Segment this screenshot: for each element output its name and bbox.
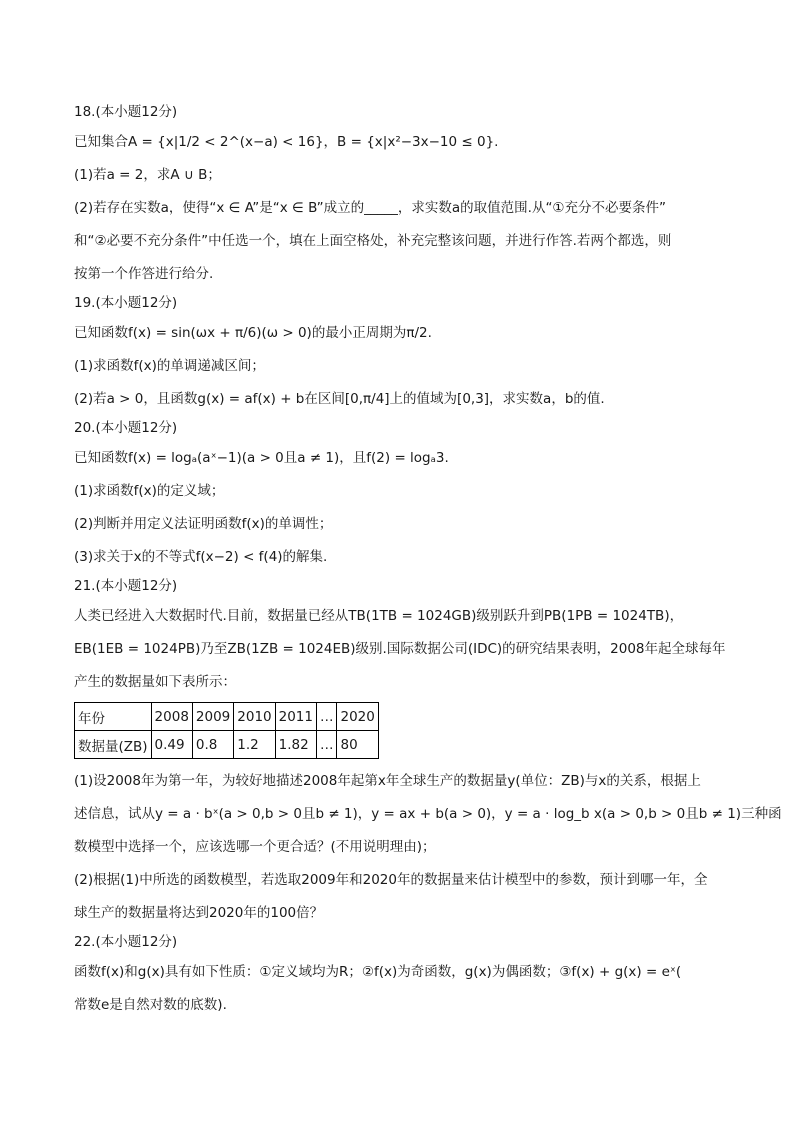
question-21-part-1-cont: 述信息，试从y = a · bˣ(a > 0,b > 0且b ≠ 1)，y = ax + b(a > 0)，y = a · log_b x(a > 0,b > 0且b ≠ 1)三种函 xyxy=(74,806,782,822)
table-cell: 80 xyxy=(337,731,378,759)
question-21-line-1: 人类已经进入大数据时代.目前，数据量已经从TB(1TB = 1024GB)级别跃升到PB(1PB = 1024TB)， xyxy=(74,608,684,624)
question-18-part-2: (2)若存在实数a，使得“x ∈ A”是“x ∈ B”成立的_____，求实数a的取值范围.从“①充分不必要条件” xyxy=(74,200,667,216)
question-21 xyxy=(74,577,782,922)
question-19-heading: 19.(本小题12分) xyxy=(74,295,178,311)
question-18-part-1: (1)若a = 2，求A ∪ B； xyxy=(74,167,221,183)
question-21-line-2: EB(1EB = 1024PB)乃至ZB(1ZB = 1024EB)级别.国际数据公司(IDC)的研究结果表明，2008年起全球每年 xyxy=(74,641,726,657)
question-20-heading: 20.(本小题12分) xyxy=(74,420,178,436)
question-21-part-2: (2)根据(1)中所选的函数模型，若选取2009年和2020年的数据量来估计模型中的参数，预计到哪一年，全 xyxy=(74,872,708,888)
question-22-line-2: 常数e是自然对数的底数). xyxy=(74,997,227,1013)
question-20-part-3: (3)求关于x的不等式f(x−2) < f(4)的解集. xyxy=(74,549,328,565)
table-cell: 2011 xyxy=(275,703,316,731)
question-21-part-1-end: 数模型中选择一个，应该选哪一个更合适？(不用说明理由)； xyxy=(74,839,436,855)
table-cell: … xyxy=(316,731,337,759)
table-cell: 1.82 xyxy=(275,731,316,759)
table-cell: … xyxy=(316,703,337,731)
table-row xyxy=(75,703,379,731)
table-cell: 数据量(ZB) xyxy=(75,731,152,759)
question-19-part-2: (2)若a > 0，且函数g(x) = af(x) + b在区间[0,π/4]上的值域为[0,3]，求实数a，b的值. xyxy=(74,391,605,407)
question-21-part-1: (1)设2008年为第一年，为较好地描述2008年起第x年全球生产的数据量y(单位：ZB)与x的关系，根据上 xyxy=(74,773,701,789)
question-22 xyxy=(74,933,724,1014)
question-20-part-2: (2)判断并用定义法证明函数f(x)的单调性； xyxy=(74,516,333,532)
question-22-line-1: 函数f(x)和g(x)具有如下性质：①定义域均为R；②f(x)为奇函数，g(x)为偶函数；③f(x) + g(x) = eˣ( xyxy=(74,964,682,980)
question-20-part-1: (1)求函数f(x)的定义域； xyxy=(74,483,225,499)
question-21-heading: 21.(本小题12分) xyxy=(74,578,178,594)
question-18-part-2-cont: 和“②必要不充分条件”中任选一个，填在上面空格处，补充完整该问题，并进行作答.若两个都选，则 xyxy=(74,233,672,249)
question-20-line-1: 已知函数f(x) = logₐ(aˣ−1)(a > 0且a ≠ 1)，且f(2) = logₐ3. xyxy=(74,450,449,466)
table-row xyxy=(75,731,379,759)
table-cell: 1.2 xyxy=(234,731,275,759)
table-cell: 2010 xyxy=(234,703,275,731)
question-18-line-1: 已知集合A = {x|1/2 < 2^(x−a) < 16}，B = {x|x²−3x−10 ≤ 0}. xyxy=(74,134,499,150)
question-22-heading: 22.(本小题12分) xyxy=(74,934,178,950)
question-19-line-1: 已知函数f(x) = sin(ωx + π/6)(ω > 0)的最小正周期为π/2. xyxy=(74,325,432,341)
question-20 xyxy=(74,419,724,566)
table-cell: 2009 xyxy=(192,703,233,731)
question-21-part-2-end: 球生产的数据量将达到2020年的100倍？ xyxy=(74,905,324,921)
table-cell: 2008 xyxy=(151,703,192,731)
table-cell: 0.8 xyxy=(192,731,233,759)
question-21-line-3: 产生的数据量如下表所示： xyxy=(74,674,236,690)
question-19-part-1: (1)求函数f(x)的单调递减区间； xyxy=(74,358,265,374)
table-cell: 0.49 xyxy=(151,731,192,759)
data-volume-table xyxy=(74,702,379,759)
question-18-heading: 18.(本小题12分) xyxy=(74,104,178,120)
question-18-part-2-end: 按第一个作答进行给分. xyxy=(74,266,214,282)
table-cell: 年份 xyxy=(75,703,152,731)
question-18 xyxy=(74,103,724,283)
table-cell: 2020 xyxy=(337,703,378,731)
question-19 xyxy=(74,294,724,408)
